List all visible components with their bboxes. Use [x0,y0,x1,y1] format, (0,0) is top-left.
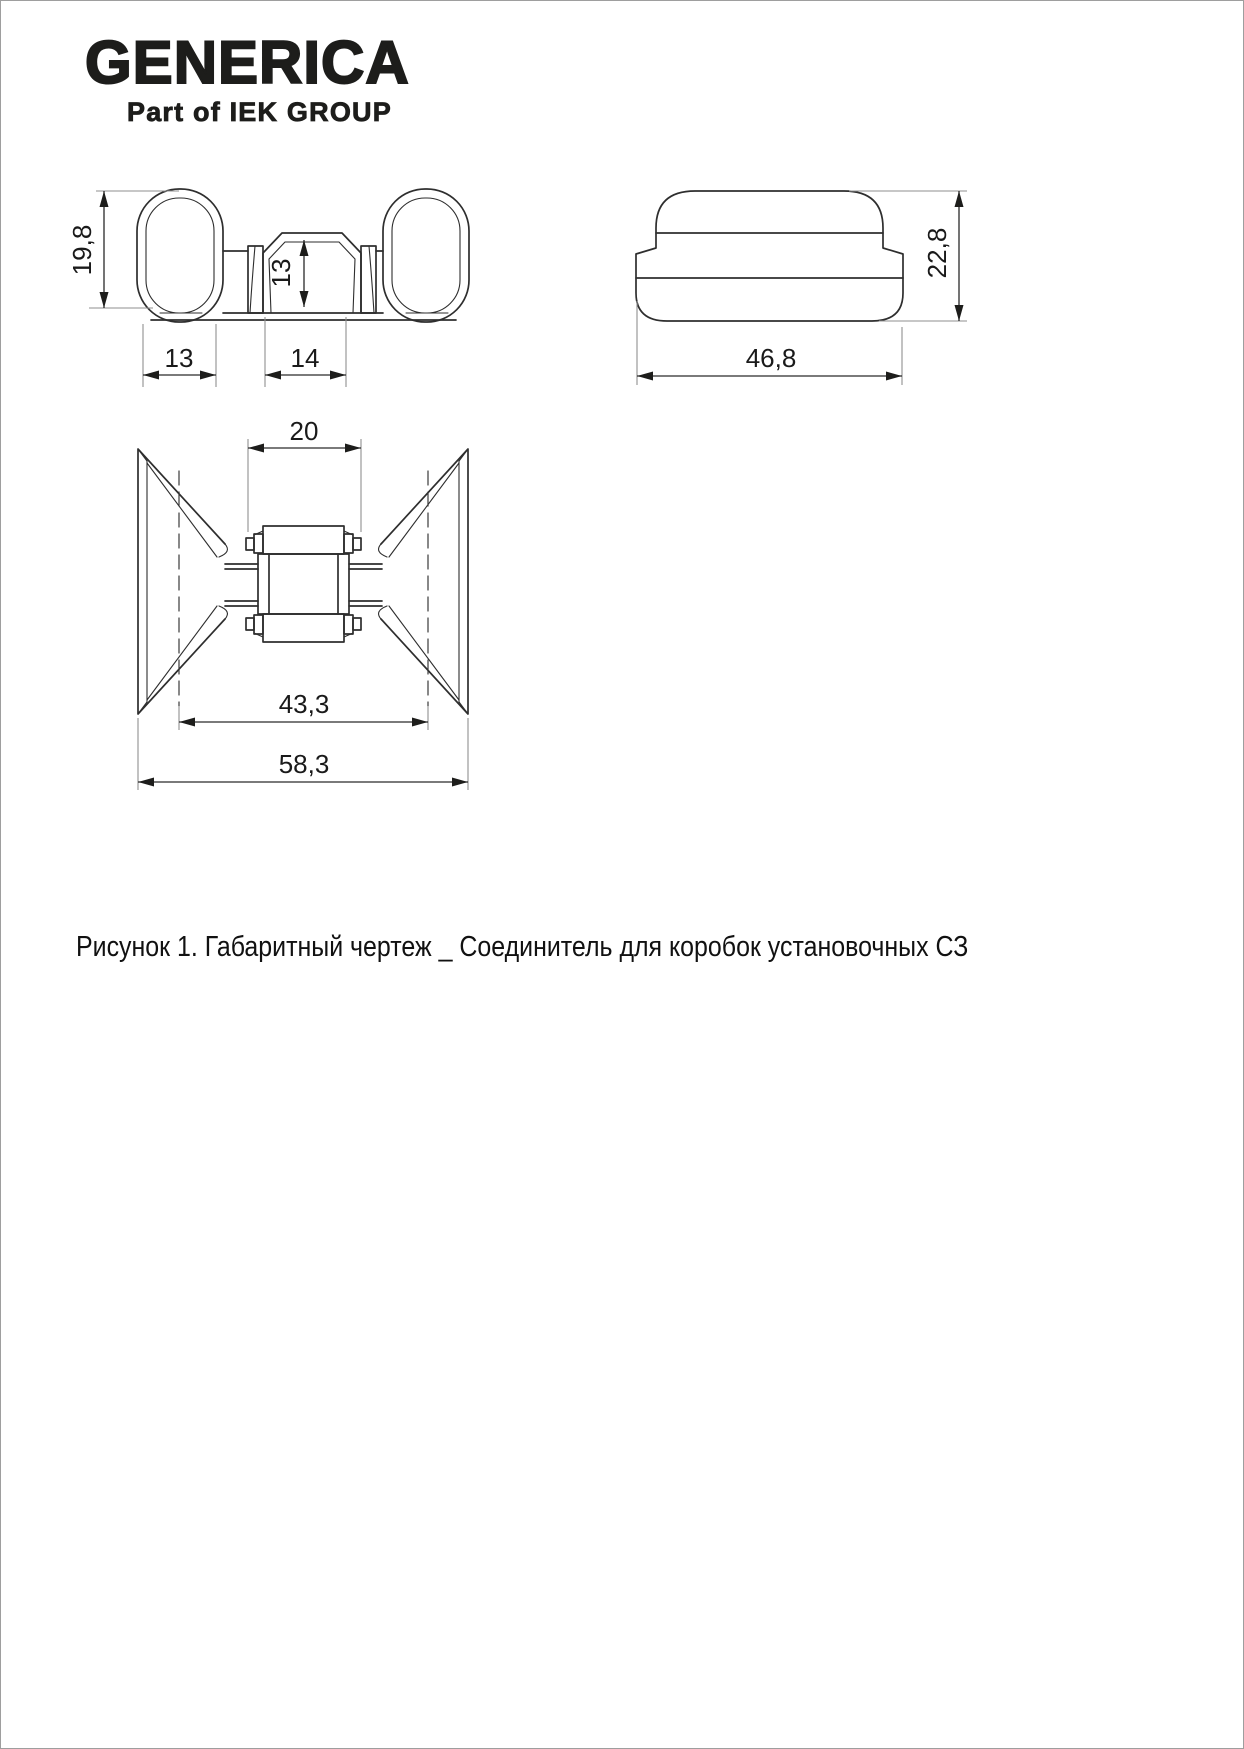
side-view-dimensions [637,191,967,385]
dim-front-left-width: 13 [164,343,194,373]
dim-side-height: 22,8 [922,227,952,279]
dim-front-overall-height: 19,8 [67,224,97,276]
dim-side-width: 46,8 [745,343,797,373]
side-view-outline [636,191,903,321]
dim-top-inner-width: 43,3 [278,689,330,719]
top-view-dimensions [138,416,468,790]
top-view [138,416,468,790]
brand-tagline: Part of IEK GROUP [127,97,392,127]
dimensional-drawing [1,1,1244,821]
dim-top-center-width: 20 [289,416,319,446]
front-view [67,189,469,387]
brand-name: GENERICA [85,29,410,96]
dim-front-center-width: 14 [290,343,320,373]
front-view-dimensions [67,191,346,387]
figure-caption: Рисунок 1. Габаритный чертеж _ Соединитель для коробок установочных СЗ [76,931,969,963]
side-view [636,191,967,385]
dim-front-center-height: 13 [266,258,296,288]
dim-top-overall-width: 58,3 [278,749,330,779]
top-view-outline [138,449,468,714]
